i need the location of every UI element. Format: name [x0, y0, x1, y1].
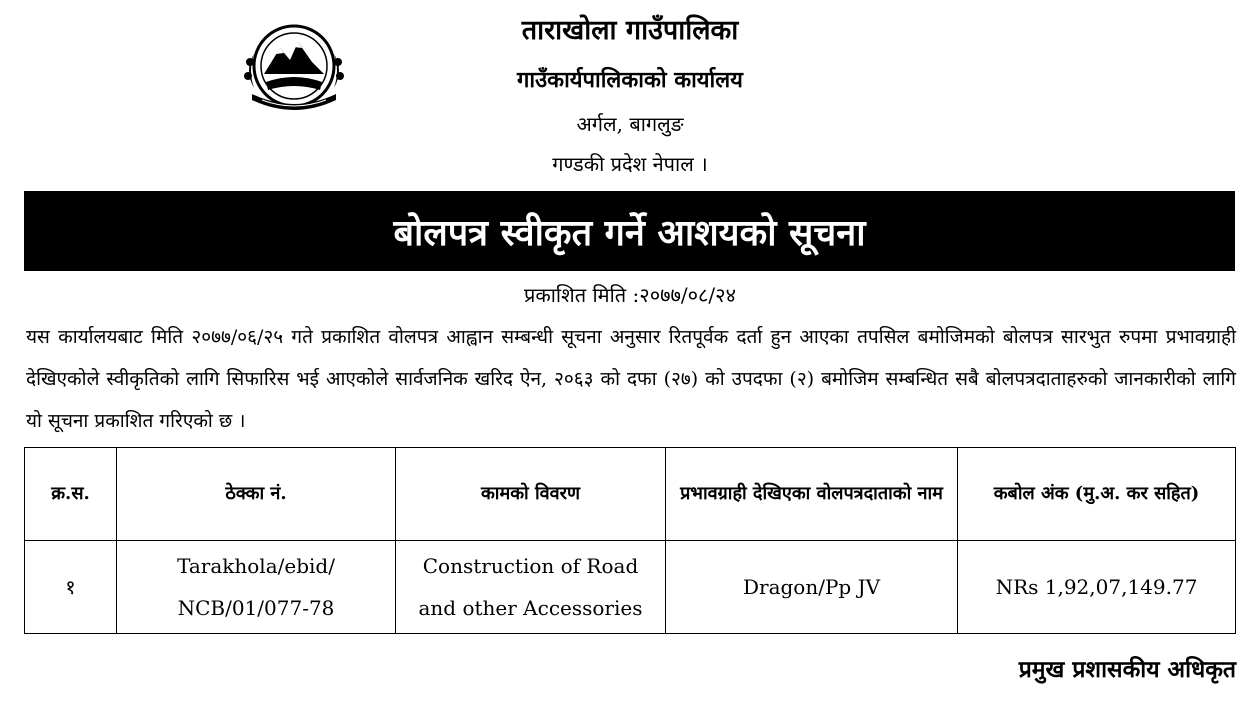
col-header-bidder-name: प्रभावग्राही देखिएका वोलपत्रदाताको नाम — [666, 448, 958, 541]
notice-body: यस कार्यालयबाट मिति २०७७/०६/२५ गते प्रकाशित वोलपत्र आह्वान सम्बन्धी सूचना अनुसार रितपूर्वक दर्ता हुन आएका तपसिल बमोजिमको बोलपत्र सारभुत रुपमा प्रभावग्राही देखिएकोले स्वीकृतिको लागि सिफारिस भई आएकोले सार्वजनिक खरिद ऐन, २०६३ को दफा (२७) को उपदफा (२) बमोजिम सम्बन्धित सबै बोलपत्रदाताहरुको जानकारीको लागि यो सूचना प्रकाशित गरिएको छ । — [26, 326, 1236, 432]
col-header-contract-no: ठेक्का नं. — [117, 448, 396, 541]
municipality-name: ताराखोला गाउँपालिका — [521, 15, 739, 46]
cell-serial: १ — [25, 541, 117, 634]
col-header-bid-amount: कबोल अंक (मु.अ. कर सहित) — [958, 448, 1236, 541]
table-header-row — [25, 448, 1236, 541]
cell-bid-amount: NRs 1,92,07,149.77 — [958, 541, 1236, 634]
notice-title: बोलपत्र स्वीकृत गर्ने आशयको सूचना — [24, 191, 1235, 271]
cell-contract-no: Tarakhola/ebid/ NCB/01/077-78 — [117, 541, 396, 634]
tender-table — [24, 447, 1236, 634]
office-name: गाउँकार्यपालिकाको कार्यालय — [517, 67, 743, 93]
cell-bidder-name: Dragon/Pp JV — [666, 541, 958, 634]
address: अर्गल, बागलुङ — [576, 112, 684, 136]
cell-work-description: Construction of Road and other Accessories — [396, 541, 666, 634]
table-row — [25, 541, 1236, 634]
signature-title: प्रमुख प्रशासकीय अधिकृत — [1018, 656, 1236, 683]
province: गण्डकी प्रदेश नेपाल । — [552, 152, 708, 176]
published-date: प्रकाशित मिति :२०७७/०८/२४ — [524, 283, 736, 307]
col-header-work-description: कामको विवरण — [396, 448, 666, 541]
col-header-serial: क्र.स. — [25, 448, 117, 541]
